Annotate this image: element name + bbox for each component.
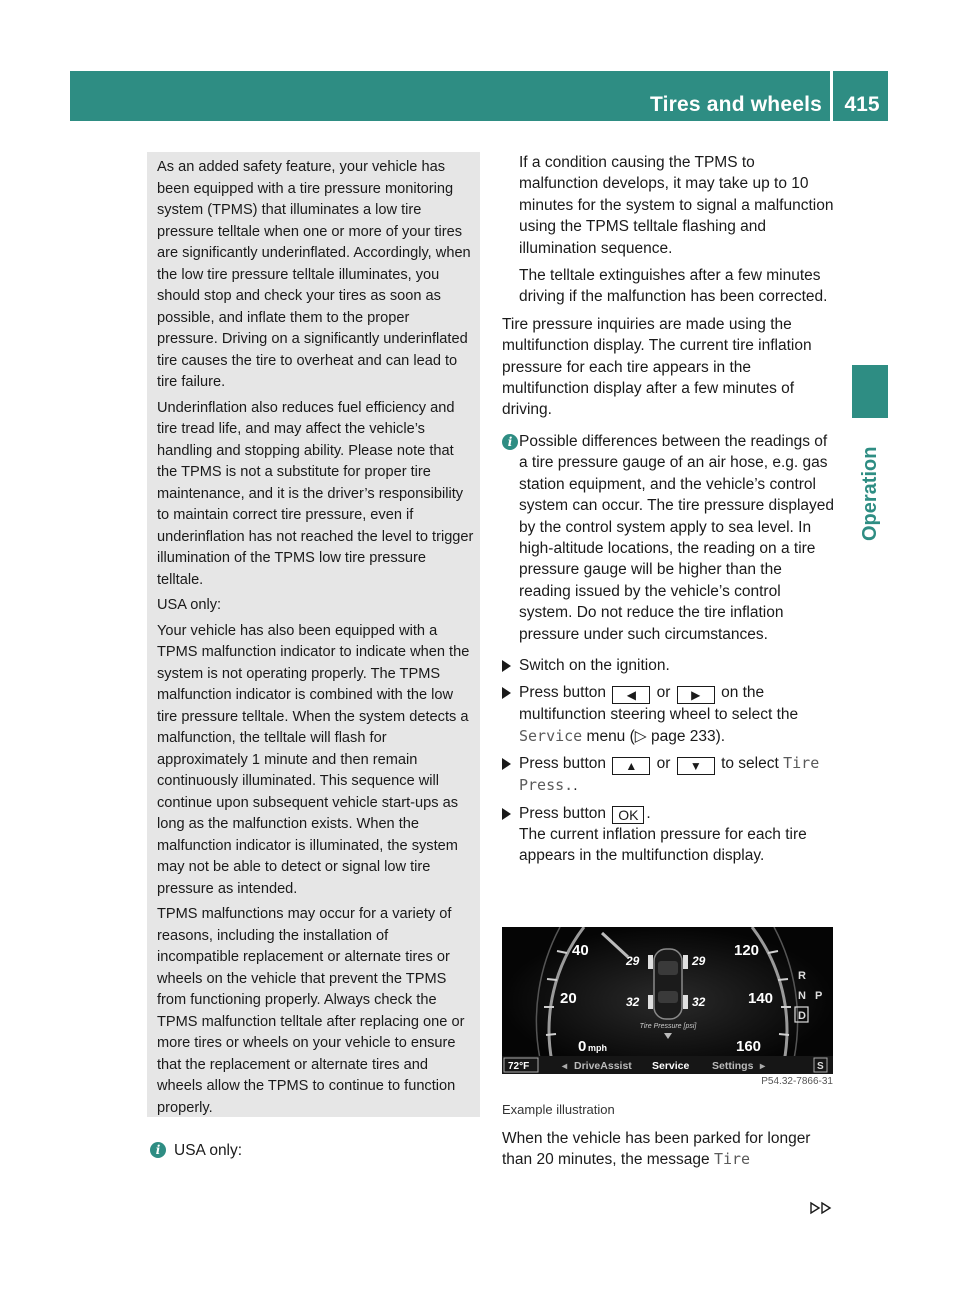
speed-unit: mph bbox=[588, 1043, 607, 1053]
right-column bbox=[502, 152, 836, 873]
left-button-icon: ◀ bbox=[612, 686, 650, 704]
tire-pressure-rear-left: 32 bbox=[626, 995, 640, 1009]
instruction-step bbox=[502, 753, 836, 796]
parked-paragraph bbox=[502, 1128, 838, 1171]
menu-item-service: Service bbox=[652, 1060, 690, 1072]
step-text: menu (▷ page 233). bbox=[586, 727, 726, 745]
speed-label: 40 bbox=[572, 942, 589, 959]
temperature-readout: 72°F bbox=[508, 1061, 530, 1072]
ok-button-icon: OK bbox=[612, 806, 644, 824]
cluster-svg bbox=[502, 927, 833, 1074]
side-tab-label: Operation bbox=[859, 446, 881, 541]
menu-name: Tire Press. bbox=[519, 754, 820, 795]
instruction-step bbox=[502, 682, 836, 747]
tire-pressure-rear-right: 32 bbox=[692, 995, 706, 1009]
parked-text: When the vehicle has been parked for longer than 20 minutes, the message bbox=[502, 1130, 811, 1169]
page-header bbox=[70, 71, 888, 121]
info-icon: i bbox=[502, 434, 518, 450]
up-button-icon: ▲ bbox=[612, 757, 650, 775]
step-text: or bbox=[656, 684, 671, 702]
gear-label: R bbox=[798, 970, 806, 982]
continued-next-page-icon bbox=[808, 1200, 836, 1216]
image-reference-code: P54.32-7866-31 bbox=[761, 1076, 833, 1087]
instruction-step bbox=[502, 655, 836, 676]
step-text: Press button bbox=[519, 684, 607, 702]
step-text: or bbox=[656, 755, 671, 773]
step-text: Press button bbox=[519, 804, 607, 822]
speed-label: 0 bbox=[578, 1038, 587, 1055]
step-arrow-icon bbox=[502, 687, 511, 699]
step-arrow-icon bbox=[502, 660, 511, 672]
notice-paragraph: Your vehicle has also been equipped with a TPMS malfunction indicator to indicate when the system is not operating properly. The TPMS malfunction indicator is combined with the low tire pressure telltale. When the system detects a malfunction, the telltale will flash for approximately 1 minute and then remain continuously illuminated. This sequence will continue upon subsequent vehicle start-ups as long as the malfunction exists. When the malfunction indicator is illuminated, the system may not be able to detect or signal low tire pressure as intended. bbox=[157, 622, 470, 897]
menu-left-arrow-icon: ◂ bbox=[562, 1061, 568, 1072]
down-button-icon: ▼ bbox=[677, 757, 715, 775]
section-title: Tires and wheels bbox=[649, 93, 822, 116]
right-button-icon: ▶ bbox=[677, 686, 715, 704]
step-text: . bbox=[646, 804, 651, 822]
step-text: Press button bbox=[519, 755, 607, 773]
safety-notice-box bbox=[147, 152, 480, 1117]
usa-only-note bbox=[150, 1140, 242, 1162]
menu-name: Service bbox=[519, 726, 583, 745]
notice-paragraph: USA only: bbox=[157, 597, 222, 613]
step-result: The current inflation pressure for each tire appears in the multifunction display. bbox=[519, 825, 807, 865]
usa-only-text: USA only: bbox=[174, 1142, 243, 1159]
menu-item-settings: Settings bbox=[712, 1060, 754, 1072]
instrument-cluster-illustration bbox=[502, 927, 833, 1074]
gear-label: N bbox=[798, 990, 806, 1002]
rpm-label: 120 bbox=[734, 942, 760, 959]
sport-mode-label: S bbox=[817, 1061, 824, 1072]
speed-label: 20 bbox=[560, 990, 577, 1007]
malfunction-paragraph: If a condition causing the TPMS to malfunction develops, it may take up to 10 minutes for the system to signal a malfunction using the TPMS telltale flashing and illumination sequence. bbox=[519, 154, 834, 257]
inquiries-paragraph: Tire pressure inquiries are made using the multifunction display. The current tire inflation pressure for each tire appears in the multifunction display after a few minutes of driving. bbox=[502, 315, 812, 419]
car-outline-icon bbox=[648, 949, 688, 1019]
page-number: 415 bbox=[844, 93, 880, 116]
notice-paragraph: Underinflation also reduces fuel efficiency and tire tread life, and may affect the vehicle’s handling and stopping ability. Please note that the TPMS is not a substitute for proper tire maintenance, and it is the driver’s responsibility to maintain correct tire pressure, even if underinflation has not reached the level to trigger illumination of the TPMS low tire pressure telltale. bbox=[157, 399, 474, 588]
info-icon: i bbox=[150, 1142, 166, 1158]
tire-pressure-front-left: 29 bbox=[626, 954, 640, 968]
side-tab-marker bbox=[852, 365, 888, 418]
step-text: to select bbox=[721, 755, 779, 773]
notice-paragraph: TPMS malfunctions may occur for a variety of reasons, including the installation of incompatible replacement or alternate tires or wheels on the vehicle that prevent the TPMS from functioning properly. Always check the TPMS malfunction telltale after replacing one or more tires or wheels on your vehicle to ensure that the replacement or alternate tires and wheels allow the TPMS to continue to function properly. bbox=[157, 906, 465, 1116]
info-note bbox=[502, 431, 836, 645]
figure-caption: Example illustration bbox=[502, 1102, 615, 1117]
instruction-step bbox=[502, 803, 836, 867]
header-divider bbox=[830, 71, 833, 121]
rpm-label: 160 bbox=[736, 1038, 762, 1055]
message-name: Tire bbox=[713, 1150, 751, 1169]
step-text: Switch on the ignition. bbox=[519, 656, 670, 674]
step-arrow-icon bbox=[502, 758, 511, 770]
tire-pressure-label: Tire Pressure [psi] bbox=[639, 1023, 697, 1030]
menu-right-arrow-icon: ▸ bbox=[760, 1061, 766, 1072]
step-text: on the multifunction steering wheel to select the bbox=[519, 684, 799, 724]
info-note-text: Possible differences between the readings of a tire pressure gauge of an air hose, e.g. gas station equipment, and the vehicle’s control system can occur. The tire pressure displayed by the control system apply to sea level. In high-altitude locations, the reading on a tire pressure gauge will be higher than the reading issued by the vehicle’s control system. Do not reduce the tire inflation pressure under such circumstances. bbox=[519, 432, 835, 643]
telltale-paragraph: The telltale extinguishes after a few minutes driving if the malfunction has been corrected. bbox=[519, 267, 828, 306]
menu-item-driveassist: DriveAssist bbox=[574, 1060, 632, 1072]
park-label: P bbox=[815, 990, 823, 1002]
gear-label: D bbox=[798, 1010, 806, 1022]
rpm-label: 140 bbox=[748, 990, 774, 1007]
step-arrow-icon bbox=[502, 808, 511, 820]
notice-paragraph: As an added safety feature, your vehicle has been equipped with a tire pressure monitoring system (TPMS) that illuminates a low tire pressure telltale when one or more of your tires are significantly underinflated. Accordingly, when the low tire pressure telltale illuminates, you should stop and check your tires as soon as possible, and inflate them to the proper pressure. Driving on a significantly underinflated tire causes the tire to overheat and can lead to tire failure. bbox=[157, 159, 471, 390]
step-text: . bbox=[573, 777, 578, 795]
tire-pressure-front-right: 29 bbox=[692, 954, 706, 968]
